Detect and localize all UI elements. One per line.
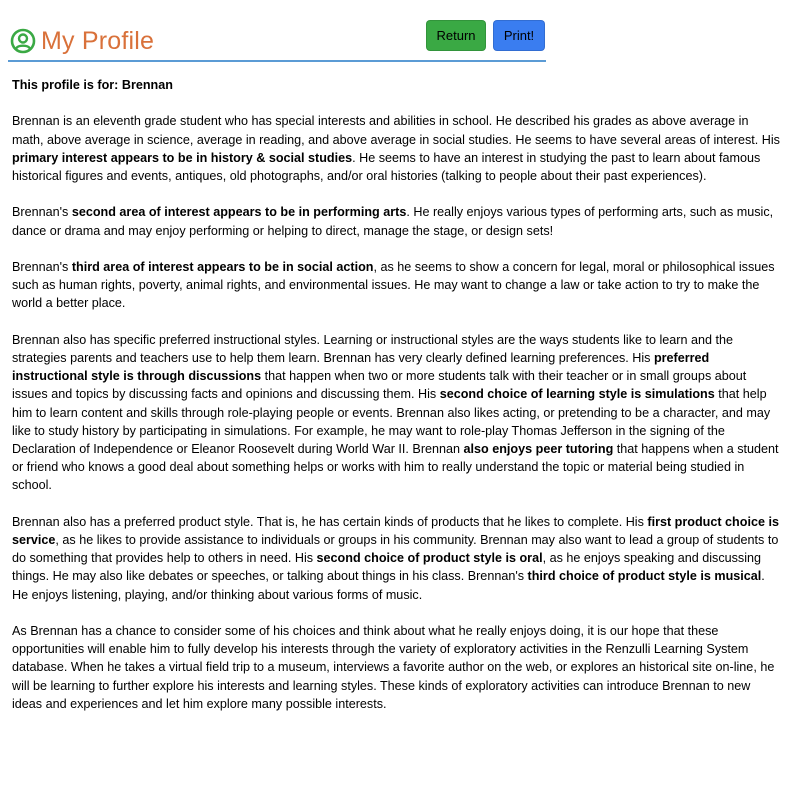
paragraph-text: that happens when a student or friend who knows a good deal about something helps or works with him to really understand the topic or material being studied in school. [12, 442, 779, 493]
highlighted-text: second choice of learning style is simulations [439, 387, 715, 402]
title-group [10, 26, 154, 56]
profile-content [12, 76, 780, 731]
highlighted-text: second area of interest appears to be in performing arts [71, 205, 407, 220]
paragraph-text: Brennan also has a preferred product style. That is, he has certain kinds of products that he likes to complete. His [12, 514, 648, 529]
paragraph-text: Brennan also has specific preferred instructional styles. Learning or instructional styles are the ways students like to learn and the strategies parents and teachers use to help them learn. Brennan has very clearly defined learning preferences. His [12, 332, 734, 365]
paragraph-text: Brennan's [12, 205, 72, 220]
page-title: My Profile [41, 27, 155, 55]
user-profile-icon [10, 28, 36, 54]
print-button[interactable]: Print! [493, 20, 545, 51]
page-header [8, 20, 546, 62]
profile-paragraph [12, 112, 780, 185]
paragraph-text: . He enjoys listening, playing, and/or thinking about various forms of music. [12, 569, 765, 602]
profile-paragraph [12, 331, 780, 495]
profile-for-line: This profile is for: Brennan [12, 78, 173, 92]
highlighted-text: first product choice is service [12, 514, 779, 547]
paragraph-text: Brennan is an eleventh grade student who has special interests and abilities in school. He described his grades as above average in math, above average in science, average in reading, and above average in social studies. He seems to have several areas of interest. His [12, 114, 780, 147]
return-button[interactable]: Return [426, 20, 486, 51]
highlighted-text: also enjoys peer tutoring [463, 442, 614, 456]
paragraph-text: , as he enjoys speaking and discussing things. He may also like debates or speeches, or talking about things in his class. Brennan's [12, 551, 762, 584]
highlighted-text: second choice of product style is oral [316, 551, 543, 566]
profile-paragraph [12, 203, 780, 239]
paragraph-text: , as he seems to show a concern for legal, moral or philosophical issues such as human rights, poverty, animal rights, and environmental issues. He may want to change a law or take action to try to make the world a better place. [12, 259, 775, 311]
paragraph-text: As Brennan has a chance to consider some of his choices and think about what he really enjoys doing, it is our hope that these opportunities will enable him to fully develop his interests through the variety of exploratory activities in the Renzulli Learning System database. When he takes a virtual field trip to a museum, interviews a favorite author on the web, or explores an historical site on-line, he will be learning to further explore his interests and learning styles. These kinds of exploratory activities can introduce Brennan to new ideas and experiences and let him explore many possible interests. [12, 624, 775, 711]
highlighted-text: third area of interest appears to be in social action [71, 259, 374, 274]
highlighted-text: preferred instructional style is through discussions [12, 350, 710, 384]
highlighted-text: primary interest appears to be in history & social studies [12, 150, 353, 165]
paragraph-text: . He seems to have an interest in studying the past to learn about famous historical figures and events, antiques, old photographs, and/or oral histories (talking to people about their past experiences). [12, 150, 761, 183]
paragraph-text: , as he likes to provide assistance to individuals or groups in his community. Brennan may also want to lead a group of students to do something that provides help to others in need. His [12, 533, 779, 566]
highlighted-text: third choice of product style is musical [527, 569, 762, 584]
profile-paragraph [12, 513, 780, 604]
paragraph-text: . He really enjoys various types of performing arts, such as music, dance or drama and may enjoy performing or helping to direct, manage the stage, or design sets! [12, 205, 774, 238]
paragraph-text: Brennan's [12, 259, 72, 274]
paragraph-text: that happen when two or more students talk with their teacher or in small groups about issues and topics by discussing facts and opinions and discussing them. His [12, 369, 747, 402]
paragraph-text: that help him to learn content and skills through role-playing people or events. Brennan also likes acting, or pretending to be a character, and may like to study history by participating in simulations. For example, he may want to role-play Thomas Jefferson in the signing of the Declaration of Independence or Eleanor Roosevelt during World War II. Brennan [12, 387, 771, 456]
profile-paragraph [12, 622, 780, 713]
profile-paragraph [12, 258, 780, 313]
